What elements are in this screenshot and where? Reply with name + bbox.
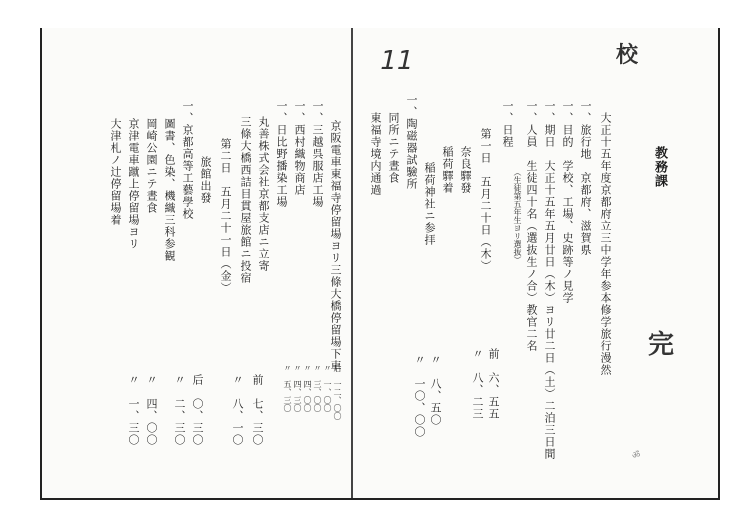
day2-line: 岡崎公園ニテ晝食 [145, 118, 158, 214]
schedule-line: 稲荷驛着 [441, 146, 454, 194]
schedule-line: 一、陶磁器試驗所 [405, 94, 418, 190]
page-fold [351, 28, 353, 498]
schedule-line: 奈良驛發 [459, 146, 472, 194]
item-destination: 一、旅行地 京都府、滋賀県 [579, 100, 592, 256]
time-entry: 〃 五、三〇 [283, 364, 292, 412]
time-entry: 〃 八、二三 [471, 348, 484, 420]
department-label: 教務課 [652, 146, 667, 188]
document-sheet [40, 28, 720, 500]
header-stamp: 校 [616, 42, 639, 68]
time-entry: 前 七、三〇 [251, 374, 264, 446]
schedule-line: 東福寺境内通過 [369, 112, 382, 196]
route-line: 京阪電車東福寺停留場ヨリ三條大橋停留場下車 [329, 120, 342, 372]
left-item: 丸善株式会社京都支店ニ立寄 [257, 116, 270, 272]
schedule-line: 同所ニテ晝食 [387, 112, 400, 184]
faint-mark: ॐ [632, 451, 641, 461]
time-entry: 前 六、五五 [487, 348, 500, 420]
time-entry: 〃 八、五〇 [429, 354, 442, 426]
day2-line: 圖書、色染、機織三科参観 [163, 118, 176, 262]
time-entry: 〃 四、〇〇 [303, 364, 312, 412]
item-members: 一、人員 生徒四十名（選抜生ノ合）教官二名 [525, 100, 538, 352]
day2-heading: 第二日 五月二十一日（金） [219, 138, 232, 294]
item-purpose: 一、目的 学校、工場、史跡等ノ見学 [561, 100, 574, 304]
schedule-line: 稲荷神社ニ参拝 [423, 162, 436, 246]
day2-line: 旅館出發 [199, 156, 212, 204]
time-entry: 〃 三、〇〇 [313, 364, 322, 412]
item-dates: 一、期日 大正十五年五月廿日（木）ヨリ廿二日（土）二泊三日間 [543, 100, 556, 460]
left-item: 一、日比野播染工場 [275, 100, 288, 208]
day2-line: 一、京都高等工藝學校 [181, 100, 194, 220]
lodging-line: 三條大橋西詰目貫屋旅館ニ投宿 [239, 116, 252, 284]
seal-mark: 完 [648, 330, 675, 360]
time-entry: 〃 一、〇〇 [323, 364, 332, 412]
time-entry: 〃 四、三〇 [293, 364, 302, 412]
document-title: 大正十五年度京都府立三中学年参本修学旅行漫然 [599, 112, 612, 376]
time-entry: 〃 四、〇〇 [145, 374, 158, 446]
time-entry: 〃 一、三〇 [127, 374, 140, 446]
time-entry: 后 〇、三〇 [191, 374, 204, 446]
time-entry: 后 一二、〇〇 [333, 364, 342, 420]
left-item: 一、西村織物商店 [293, 100, 306, 196]
day1-heading: 第一日 五月二十日（木） [479, 128, 492, 272]
page-number: 11 [376, 46, 417, 76]
time-entry: 〃 一〇、〇〇 [413, 354, 426, 438]
time-entry: 〃 二、三〇 [173, 374, 186, 446]
left-item: 一、三越呉服店工場 [311, 100, 324, 208]
day2-line: 京津電車蹴上停留場ヨリ [127, 118, 140, 250]
roster-note: （生徒第五年生ヨリ選抜） [513, 168, 522, 264]
time-entry: 〃 八、一〇 [231, 374, 244, 446]
day2-line: 大津札ノ辻停留場着 [109, 118, 122, 226]
item-schedule: 一、日程 [501, 100, 514, 148]
